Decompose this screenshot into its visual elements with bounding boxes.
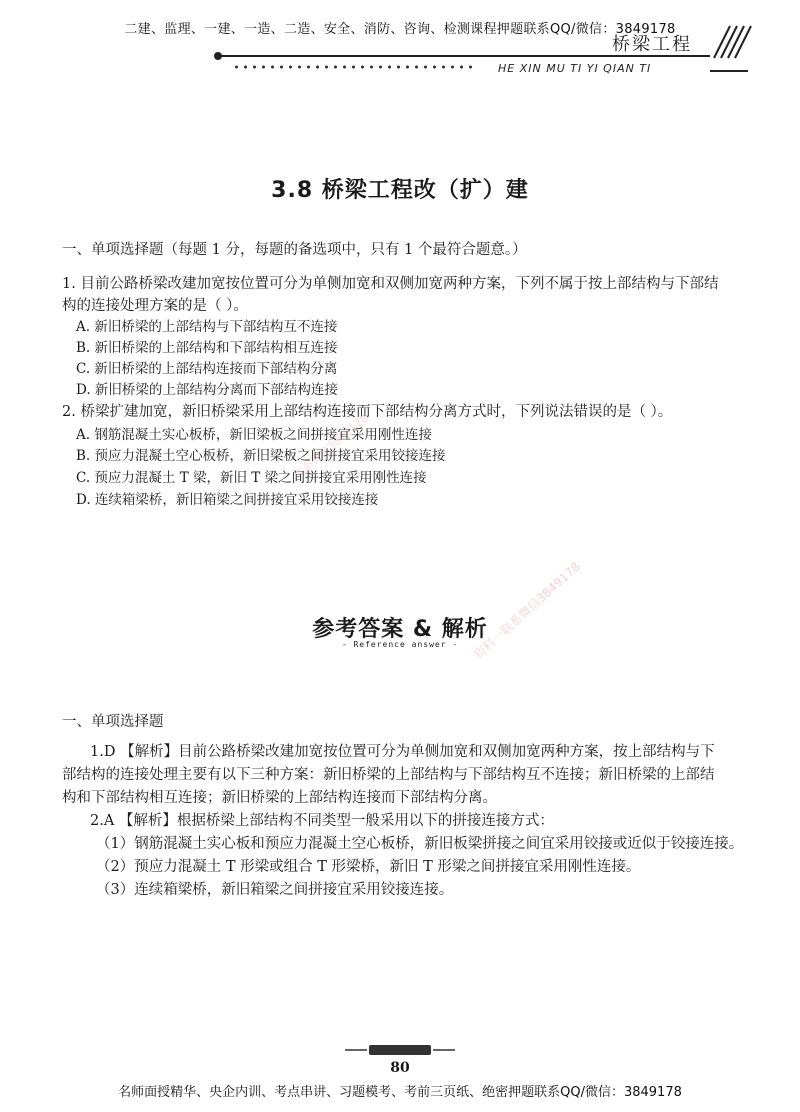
- question-2-option-b: B. 预应力混凝土空心板桥，新旧梁板之间拼接宜采用铰接连接: [76, 448, 446, 464]
- question-1-option-d: D. 新旧桥梁的上部结构分离而下部结构连接: [76, 382, 338, 398]
- question-1-stem-line1: 1. 目前公路桥梁改建加宽按位置可分为单侧加宽和双侧加宽两种方案，下列不属于按上部结构与下部结: [62, 276, 719, 292]
- footer-ornament-icon: [345, 1044, 455, 1056]
- watermark-text: 资料一联系微信3849178: [471, 559, 583, 662]
- questions-heading: 一、单项选择题（每题 1 分，每题的备选项中，只有 1 个最符合题意。）: [62, 242, 527, 258]
- answer-2-item2: （2）预应力混凝土 T 形梁或组合 T 形梁桥，新旧 T 形梁之间拼接宜采用刚性连接。: [96, 859, 641, 875]
- answers-heading: 一、单项选择题: [62, 714, 164, 730]
- question-2-option-c: C. 预应力混凝土 T 梁，新旧 T 梁之间拼接宜采用刚性连接: [76, 470, 427, 486]
- answer-2-item3: （3）连续箱梁桥，新旧箱梁之间拼接宜采用铰接连接。: [96, 882, 454, 898]
- answer-2-item1: （1）钢筋混凝土实心板和预应力混凝土空心板桥，新旧板梁拼接之间宜采用铰接或近似于铰接连接。: [96, 836, 744, 852]
- watermark-text-secondary: 联系微信3849178: [291, 411, 371, 482]
- question-2-option-a: A. 钢筋混凝土实心板桥，新旧梁板之间拼接宜采用刚性连接: [76, 427, 432, 443]
- answer-1-line2: 部结构的连接处理主要有以下三种方案：新旧桥梁的上部结构与下部结构互不连接；新旧桥梁的上部结: [62, 767, 715, 783]
- footer-text: 名师面授精华、央企内训、考点串讲、习题模考、考前三页纸、绝密押题联系QQ/微信：3849178: [118, 1085, 682, 1100]
- page-number: 80: [390, 1060, 410, 1076]
- answer-2-line1: 2.A 【解析】根据桥梁上部结构不同类型一般采用以下的拼接连接方式：: [90, 813, 554, 829]
- slash-decoration-icon: [700, 24, 752, 60]
- question-1-option-b: B. 新旧桥梁的上部结构和下部结构相互连接: [76, 340, 338, 356]
- pinyin-rule: [710, 70, 748, 72]
- answer-1-line3: 构和下部结构相互连接；新旧桥梁的上部结构连接而下部结构分离。: [62, 790, 497, 806]
- section-title: 3.8 桥梁工程改（扩）建: [271, 178, 529, 203]
- header-dotted-line: [232, 64, 472, 70]
- question-2-option-d: D. 连续箱梁桥，新旧箱梁之间拼接宜采用铰接连接: [76, 492, 379, 508]
- question-1-stem-line2: 构的连接处理方案的是（ ）。: [62, 298, 248, 314]
- question-1-option-c: C. 新旧桥梁的上部结构连接而下部结构分离: [76, 361, 338, 377]
- question-2-stem: 2. 桥梁扩建加宽，新旧桥梁采用上部结构连接而下部结构分离方式时，下列说法错误的是（ ）。: [62, 404, 673, 420]
- header-pinyin: HE XIN MU TI YI QIAN TI: [498, 62, 652, 75]
- header-banner: 二建、监理、一建、一造、二造、安全、消防、咨询、检测课程押题联系QQ/微信：3849178: [124, 22, 676, 37]
- answers-subtitle: - Reference answer -: [341, 640, 459, 649]
- answers-title: 参考答案 & 解析: [312, 617, 488, 642]
- answer-1-line1: 1.D 【解析】目前公路桥梁改建加宽按位置可分为单侧加宽和双侧加宽两种方案，按上部结构与下: [90, 744, 715, 760]
- header-brand: 桥梁工程: [612, 34, 692, 55]
- question-1-option-a: A. 新旧桥梁的上部结构与下部结构互不连接: [76, 319, 338, 335]
